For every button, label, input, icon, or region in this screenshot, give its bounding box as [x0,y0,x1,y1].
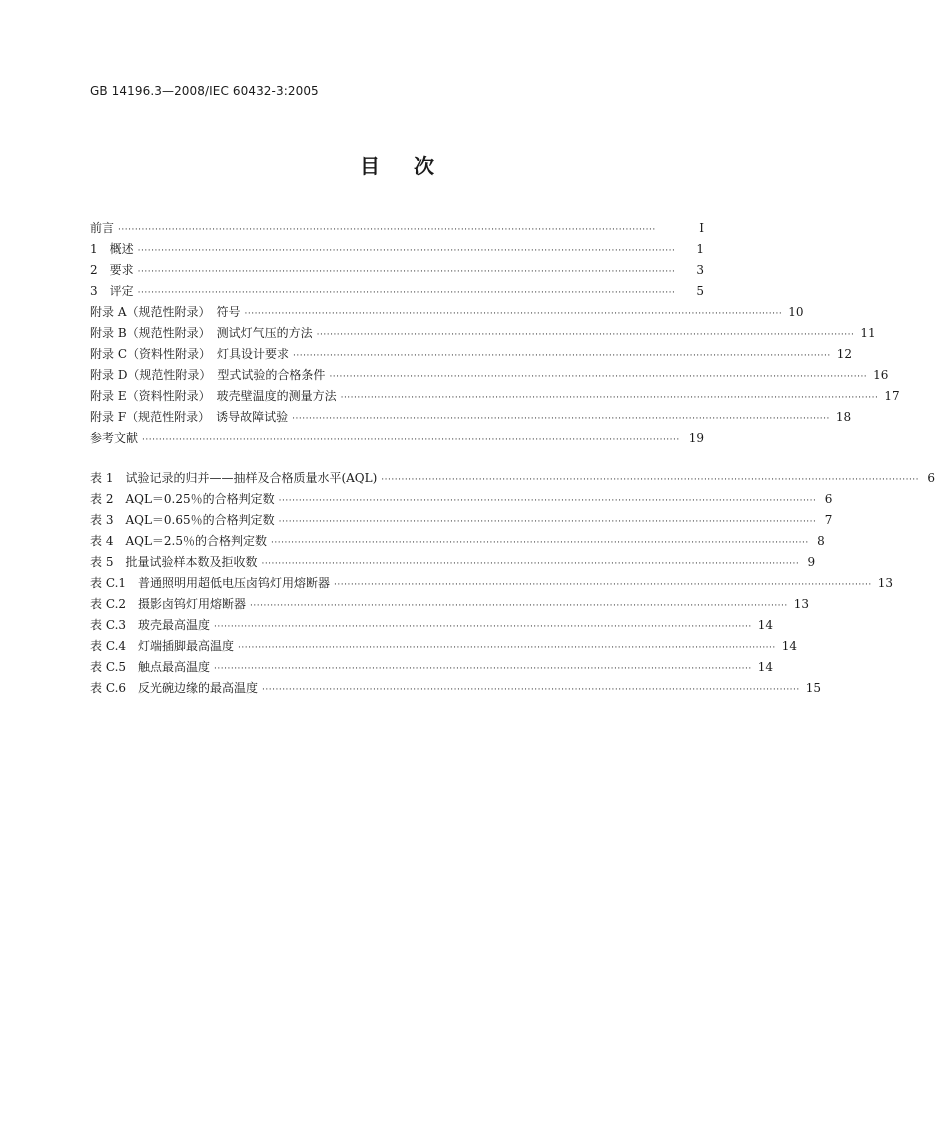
leader-dots: ································································································································································ [137,267,676,277]
table-entry-label: 表 C.1 普通照明用超低电压卤钨灯用熔断器 [90,576,331,590]
toc-entry-page: 3 [696,263,704,277]
table-of-contents [90,218,900,449]
toc-entry-page: 16 [873,368,889,382]
toc-entry-page: 11 [860,326,876,340]
leader-dots: ································································································································································ [329,372,868,382]
leader-dots: ································································································································································ [334,580,872,590]
table-entry-page: 14 [757,618,774,632]
leader-dots: ································································································································································ [250,601,788,611]
toc-entry-label: 前言 [90,221,115,235]
toc-entry[interactable] [90,365,889,386]
toc-entry[interactable] [90,386,900,407]
table-entry[interactable] [90,531,825,552]
toc-entry-page: 19 [688,431,704,445]
table-entry[interactable] [90,489,833,510]
table-entry[interactable] [90,678,822,699]
toc-entry-page: 18 [835,410,852,424]
toc-entry-page: I [699,221,704,235]
toc-entry-label: 附录 A（规范性附录） 符号 [90,305,241,319]
toc-entry[interactable] [90,302,804,323]
table-entry-page: 14 [781,639,798,653]
leader-dots: ································································································································································ [271,538,809,548]
toc-entry[interactable] [90,281,704,302]
table-entry-label: 表 C.4 灯端插脚最高温度 [90,639,235,653]
table-entry-label: 表 C.2 摄影卤钨灯用熔断器 [90,597,247,611]
table-entry-page: 6 [824,492,833,506]
table-entry-label: 表 C.6 反光碗边缘的最高温度 [90,681,259,695]
table-entry[interactable] [90,594,810,615]
toc-entry-page: 1 [696,242,704,256]
leader-dots: ································································································································································ [292,414,830,424]
table-entry-page: 15 [805,681,822,695]
leader-dots: ································································································································································ [278,517,817,527]
toc-entry-label: 3 评定 [90,284,134,298]
list-of-tables [90,468,935,699]
table-entry-page: 13 [877,576,894,590]
table-entry-label: 表 C.3 玻壳最高温度 [90,618,211,632]
page-title [0,150,794,179]
leader-dots: ································································································································································ [293,351,831,361]
toc-entry[interactable] [90,323,876,344]
toc-entry-label: 附录 B（规范性附录） 测试灯气压的方法 [90,326,313,340]
table-entry-page: 7 [824,513,833,527]
toc-entry[interactable] [90,428,704,449]
table-entry[interactable] [90,468,935,489]
table-entry[interactable] [90,510,833,531]
table-entry[interactable] [90,636,798,657]
leader-dots: ································································································································································ [137,246,676,256]
title-part-2: 次 [414,154,434,178]
toc-entry-label: 附录 E（资料性附录） 玻壳壁温度的测量方法 [90,389,337,403]
table-entry-label: 表 5 批量试验样本数及拒收数 [90,555,258,569]
toc-entry-label: 附录 C（资料性附录） 灯具设计要求 [90,347,289,361]
table-entry[interactable] [90,552,816,573]
toc-entry-label: 2 要求 [90,263,134,277]
leader-dots: ································································································································································ [381,475,920,485]
leader-dots: ································································································································································ [262,685,800,695]
leader-dots: ································································································································································ [118,225,656,235]
title-part-1: 目 [360,154,380,178]
table-entry[interactable] [90,573,894,594]
toc-entry-label: 附录 D（规范性附录） 型式试验的合格条件 [90,368,326,382]
toc-entry-label: 附录 F（规范性附录） 诱导故障试验 [90,410,289,424]
leader-dots: ································································································································································ [261,559,800,569]
leader-dots: ································································································································································ [278,496,817,506]
leader-dots: ································································································································································ [340,393,879,403]
leader-dots: ································································································································································ [316,330,855,340]
leader-dots: ································································································································································ [214,622,752,632]
toc-entry[interactable] [90,218,704,239]
table-entry[interactable] [90,657,774,678]
table-entry[interactable] [90,615,774,636]
leader-dots: ································································································································································ [142,435,680,445]
toc-entry-page: 12 [836,347,853,361]
toc-entry-label: 1 概述 [90,242,134,256]
document-header: GB 14196.3—2008/IEC 60432-3:2005 [90,84,319,98]
table-entry-label: 表 3 AQL＝0.65％的合格判定数 [90,513,275,527]
table-entry-page: 13 [793,597,810,611]
leader-dots: ································································································································································ [214,664,752,674]
toc-entry-label: 参考文献 [90,431,139,445]
leader-dots: ································································································································································ [238,643,776,653]
toc-entry[interactable] [90,239,704,260]
toc-entry-page: 10 [788,305,804,319]
toc-entry[interactable] [90,344,853,365]
table-entry-page: 14 [757,660,774,674]
table-entry-page: 9 [807,555,816,569]
table-entry-label: 表 1 试验记录的归并——抽样及合格质量水平(AQL) [90,471,378,485]
table-entry-page: 6 [927,471,935,485]
table-entry-label: 表 2 AQL＝0.25％的合格判定数 [90,492,275,506]
table-entry-label: 表 4 AQL＝2.5％的合格判定数 [90,534,268,548]
leader-dots: ································································································································································ [244,309,783,319]
toc-entry-page: 5 [696,284,704,298]
toc-entry-page: 17 [884,389,900,403]
leader-dots: ································································································································································ [137,288,676,298]
table-entry-page: 8 [817,534,825,548]
toc-entry[interactable] [90,407,852,428]
table-entry-label: 表 C.5 触点最高温度 [90,660,211,674]
toc-entry[interactable] [90,260,704,281]
